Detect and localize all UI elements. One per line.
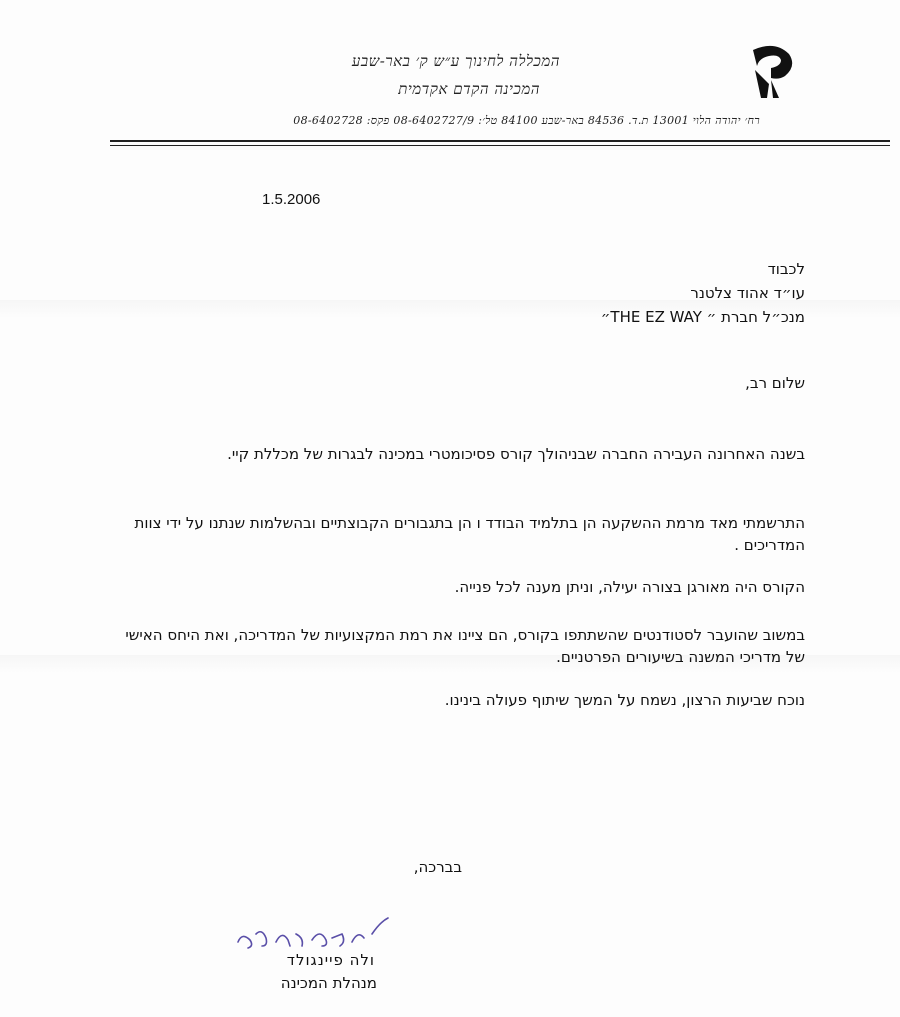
recipient-name: עו״ד אהוד צלטנר xyxy=(690,284,805,302)
signatory-name: ולה פיינגולד xyxy=(286,951,375,969)
paragraph: נוכח שביעות הרצון, נשמח על המשך שיתוף פעולה בינינו. xyxy=(444,691,805,709)
recipient-salutation: לכבוד xyxy=(767,260,805,278)
paragraph: במשוב שהועבר לסטודנטים שהשתתפו בקורס, הם ציינו את רמת המקצועיות של המדריכה, ואת היחס האישי של מדריכי המשנה בשיעורים הפרטניים. xyxy=(125,626,805,666)
letterhead-divider xyxy=(110,145,890,146)
letter-date: 1.5.2006 xyxy=(262,191,321,208)
letterhead-department: המכינה הקדם אקדמית xyxy=(398,80,540,98)
letterhead-institution: המכללה לחינוך ע״ש ק׳ באר-שבע xyxy=(351,52,560,70)
paragraph: הקורס היה מאורגן בצורה יעילה, וניתן מענה לכל פנייה. xyxy=(454,578,805,596)
college-logo-icon xyxy=(745,44,797,100)
paragraph: התרשמתי מאד מרמת ההשקעה הן בתלמיד הבודד ו הן בתגבורים הקבוצתיים ובהשלמות שנתנו על ידי צוות המדריכים . xyxy=(134,514,805,554)
greeting: שלום רב, xyxy=(745,374,805,392)
recipient-company: מנכ״ל חברת ״ THE EZ WAY״ xyxy=(600,308,805,326)
paragraph: בשנה האחרונה העבירה החברה שבניהולך קורס פסיכומטרי במכינה לבגרות של מכללת קיי. xyxy=(227,445,805,463)
letterhead-contact: רח׳ יהודה הלוי 13001 ת.ד. 84536 באר-שבע 84100 טל׳: 08-6402727/9 פקס: 08-6402728 xyxy=(293,114,760,127)
recipient-block xyxy=(305,258,805,330)
signatory-title: מנהלת המכינה xyxy=(280,974,377,992)
closing: בברכה, xyxy=(413,858,462,876)
letterhead-divider xyxy=(110,140,890,142)
